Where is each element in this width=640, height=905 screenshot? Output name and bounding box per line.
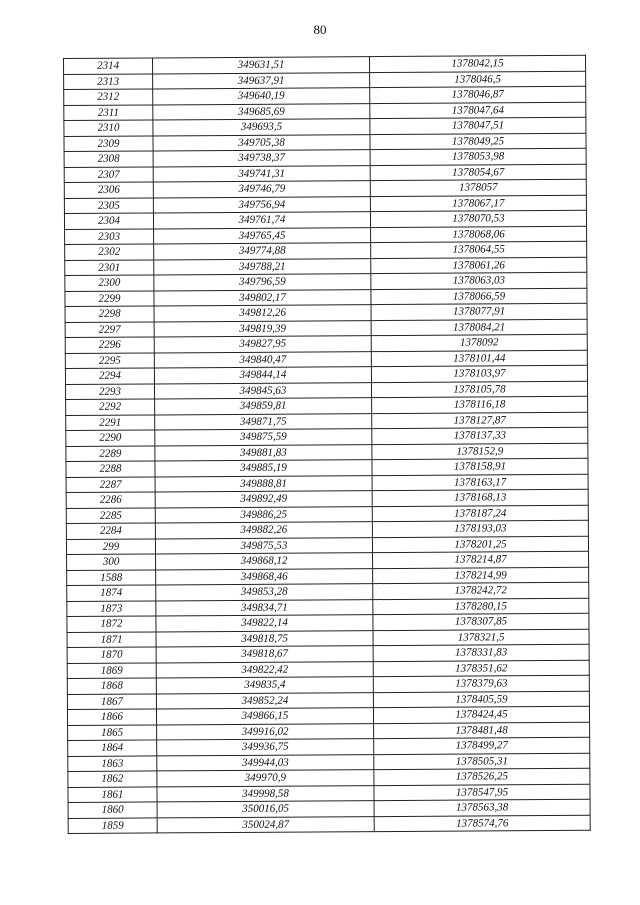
point-number-cell: 2284 — [66, 523, 155, 539]
y-coordinate-cell: 1378105,78 — [371, 381, 587, 398]
x-coordinate-cell: 349936,75 — [157, 739, 374, 756]
x-coordinate-cell: 350016,05 — [157, 801, 374, 818]
point-number-cell: 2294 — [65, 368, 154, 384]
point-number-cell: 2306 — [64, 182, 153, 198]
point-number-cell: 1872 — [67, 616, 156, 632]
x-coordinate-cell: 349868,46 — [156, 568, 373, 585]
y-coordinate-cell: 1378481,48 — [374, 722, 590, 739]
x-coordinate-cell: 349761,74 — [153, 212, 370, 229]
point-number-cell: 1865 — [68, 724, 157, 740]
point-number-cell: 2298 — [65, 306, 154, 322]
table-row — [68, 815, 590, 834]
x-coordinate-cell: 349882,26 — [155, 522, 372, 539]
y-coordinate-cell: 1378049,25 — [370, 133, 586, 150]
point-number-cell: 1860 — [68, 802, 157, 818]
point-number-cell: 1868 — [67, 678, 156, 694]
y-coordinate-cell: 1378063,03 — [371, 272, 587, 289]
y-coordinate-cell: 1378152,9 — [372, 443, 588, 460]
coordinates-table-body — [64, 55, 591, 833]
x-coordinate-cell: 349875,59 — [155, 429, 372, 446]
point-number-cell: 300 — [67, 554, 156, 570]
x-coordinate-cell: 349888,81 — [155, 475, 372, 492]
x-coordinate-cell: 349944,03 — [157, 754, 374, 771]
x-coordinate-cell: 349765,45 — [154, 227, 371, 244]
x-coordinate-cell: 349705,38 — [153, 134, 370, 151]
point-number-cell: 1870 — [67, 647, 156, 663]
point-number-cell: 2307 — [64, 166, 153, 182]
y-coordinate-cell: 1378092 — [371, 334, 587, 351]
point-number-cell: 1864 — [68, 740, 157, 756]
point-number-cell: 2287 — [66, 476, 155, 492]
y-coordinate-cell: 1378061,26 — [371, 257, 587, 274]
point-number-cell: 2297 — [65, 321, 154, 337]
y-coordinate-cell: 1378127,87 — [372, 412, 588, 429]
point-number-cell: 1859 — [68, 817, 157, 833]
y-coordinate-cell: 1378526,25 — [374, 768, 590, 785]
y-coordinate-cell: 1378574,76 — [374, 815, 590, 832]
y-coordinate-cell: 1378321,5 — [373, 629, 589, 646]
x-coordinate-cell: 349774,88 — [154, 243, 371, 260]
point-number-cell: 1861 — [68, 786, 157, 802]
point-number-cell: 2303 — [65, 228, 154, 244]
y-coordinate-cell: 1378053,98 — [370, 148, 586, 165]
x-coordinate-cell: 349868,12 — [156, 553, 373, 570]
coordinates-table — [63, 55, 591, 834]
y-coordinate-cell: 1378163,17 — [372, 474, 588, 491]
y-coordinate-cell: 1378064,55 — [371, 241, 587, 258]
point-number-cell: 2291 — [66, 414, 155, 430]
point-number-cell: 2286 — [66, 492, 155, 508]
x-coordinate-cell: 349853,28 — [156, 584, 373, 601]
y-coordinate-cell: 1378201,25 — [372, 536, 588, 553]
point-number-cell: 2289 — [66, 445, 155, 461]
x-coordinate-cell: 349741,31 — [153, 165, 370, 182]
point-number-cell: 1862 — [68, 771, 157, 787]
x-coordinate-cell: 349640,19 — [153, 88, 370, 105]
y-coordinate-cell: 1378068,06 — [371, 226, 587, 243]
x-coordinate-cell: 349693,5 — [153, 119, 370, 136]
x-coordinate-cell: 349852,24 — [156, 692, 373, 709]
y-coordinate-cell: 1378047,51 — [370, 117, 586, 134]
point-number-cell: 1866 — [67, 709, 156, 725]
point-number-cell: 2302 — [65, 244, 154, 260]
y-coordinate-cell: 1378351,62 — [373, 660, 589, 677]
x-coordinate-cell: 349818,75 — [156, 630, 373, 647]
y-coordinate-cell: 1378547,95 — [374, 784, 590, 801]
x-coordinate-cell: 349859,81 — [155, 398, 372, 415]
point-number-cell: 2293 — [65, 383, 154, 399]
x-coordinate-cell: 349802,17 — [154, 289, 371, 306]
point-number-cell: 2299 — [65, 290, 154, 306]
y-coordinate-cell: 1378242,72 — [373, 582, 589, 599]
point-number-cell: 2313 — [64, 73, 153, 89]
point-number-cell: 2290 — [66, 430, 155, 446]
x-coordinate-cell: 349834,71 — [156, 599, 373, 616]
point-number-cell: 2309 — [64, 135, 153, 151]
y-coordinate-cell: 1378101,44 — [371, 350, 587, 367]
y-coordinate-cell: 1378499,27 — [374, 737, 590, 754]
x-coordinate-cell: 349827,95 — [154, 336, 371, 353]
y-coordinate-cell: 1378046,5 — [370, 71, 586, 88]
point-number-cell: 2305 — [64, 197, 153, 213]
x-coordinate-cell: 349844,14 — [154, 367, 371, 384]
x-coordinate-cell: 349875,53 — [155, 537, 372, 554]
x-coordinate-cell: 349788,21 — [154, 258, 371, 275]
point-number-cell: 1869 — [67, 662, 156, 678]
point-number-cell: 299 — [66, 538, 155, 554]
y-coordinate-cell: 1378307,85 — [373, 613, 589, 630]
y-coordinate-cell: 1378193,03 — [372, 520, 588, 537]
x-coordinate-cell: 349886,25 — [155, 506, 372, 523]
point-number-cell: 2288 — [66, 461, 155, 477]
x-coordinate-cell: 350024,87 — [157, 816, 374, 833]
x-coordinate-cell: 349822,42 — [156, 661, 373, 678]
y-coordinate-cell: 1378057 — [370, 179, 586, 196]
x-coordinate-cell: 349756,94 — [153, 196, 370, 213]
point-number-cell: 2296 — [65, 337, 154, 353]
y-coordinate-cell: 1378066,59 — [371, 288, 587, 305]
point-number-cell: 2304 — [64, 213, 153, 229]
x-coordinate-cell: 349840,47 — [154, 351, 371, 368]
x-coordinate-cell: 349871,75 — [155, 413, 372, 430]
x-coordinate-cell: 349892,49 — [155, 491, 372, 508]
point-number-cell: 1867 — [67, 693, 156, 709]
x-coordinate-cell: 349746,79 — [153, 181, 370, 198]
y-coordinate-cell: 1378067,17 — [370, 195, 586, 212]
point-number-cell: 2310 — [64, 120, 153, 136]
y-coordinate-cell: 1378054,67 — [370, 164, 586, 181]
point-number-cell: 2292 — [66, 399, 155, 415]
y-coordinate-cell: 1378187,24 — [372, 505, 588, 522]
point-number-cell: 1588 — [67, 569, 156, 585]
point-number-cell: 2308 — [64, 151, 153, 167]
x-coordinate-cell: 349866,15 — [156, 708, 373, 725]
y-coordinate-cell: 1378214,87 — [373, 551, 589, 568]
x-coordinate-cell: 349812,26 — [154, 305, 371, 322]
y-coordinate-cell: 1378168,13 — [372, 489, 588, 506]
y-coordinate-cell: 1378103,97 — [371, 365, 587, 382]
y-coordinate-cell: 1378070,53 — [370, 210, 586, 227]
point-number-cell: 2285 — [66, 507, 155, 523]
point-number-cell: 2295 — [65, 352, 154, 368]
point-number-cell: 2312 — [64, 89, 153, 105]
point-number-cell: 2300 — [65, 275, 154, 291]
y-coordinate-cell: 1378116,18 — [372, 396, 588, 413]
y-coordinate-cell: 1378424,45 — [373, 706, 589, 723]
point-number-cell: 1874 — [67, 585, 156, 601]
y-coordinate-cell: 1378563,38 — [374, 799, 590, 816]
x-coordinate-cell: 349822,14 — [156, 615, 373, 632]
x-coordinate-cell: 349881,83 — [155, 444, 372, 461]
x-coordinate-cell: 349845,63 — [154, 382, 371, 399]
y-coordinate-cell: 1378158,91 — [372, 458, 588, 475]
y-coordinate-cell: 1378214,99 — [373, 567, 589, 584]
x-coordinate-cell: 349738,37 — [153, 150, 370, 167]
x-coordinate-cell: 349970,9 — [157, 770, 374, 787]
x-coordinate-cell: 349819,39 — [154, 320, 371, 337]
y-coordinate-cell: 1378505,31 — [374, 753, 590, 770]
x-coordinate-cell: 349685,69 — [153, 103, 370, 120]
page-number: 80 — [313, 22, 327, 37]
y-coordinate-cell: 1378047,64 — [370, 102, 586, 119]
point-number-cell: 2314 — [64, 58, 153, 74]
x-coordinate-cell: 349796,59 — [154, 274, 371, 291]
point-number-cell: 1863 — [68, 755, 157, 771]
x-coordinate-cell: 349637,91 — [153, 72, 370, 89]
point-number-cell: 2301 — [65, 259, 154, 275]
x-coordinate-cell: 349631,51 — [153, 57, 370, 74]
y-coordinate-cell: 1378077,91 — [371, 303, 587, 320]
y-coordinate-cell: 1378137,33 — [372, 427, 588, 444]
x-coordinate-cell: 349835,4 — [156, 677, 373, 694]
point-number-cell: 1871 — [67, 631, 156, 647]
x-coordinate-cell: 349818,67 — [156, 646, 373, 663]
y-coordinate-cell: 1378046,87 — [370, 86, 586, 103]
x-coordinate-cell: 349916,02 — [157, 723, 374, 740]
y-coordinate-cell: 1378331,83 — [373, 644, 589, 661]
x-coordinate-cell: 349998,58 — [157, 785, 374, 802]
point-number-cell: 1873 — [67, 600, 156, 616]
y-coordinate-cell: 1378280,15 — [373, 598, 589, 615]
y-coordinate-cell: 1378042,15 — [369, 55, 585, 72]
point-number-cell: 2311 — [64, 104, 153, 120]
x-coordinate-cell: 349885,19 — [155, 460, 372, 477]
y-coordinate-cell: 1378084,21 — [371, 319, 587, 336]
y-coordinate-cell: 1378405,59 — [373, 691, 589, 708]
y-coordinate-cell: 1378379,63 — [373, 675, 589, 692]
